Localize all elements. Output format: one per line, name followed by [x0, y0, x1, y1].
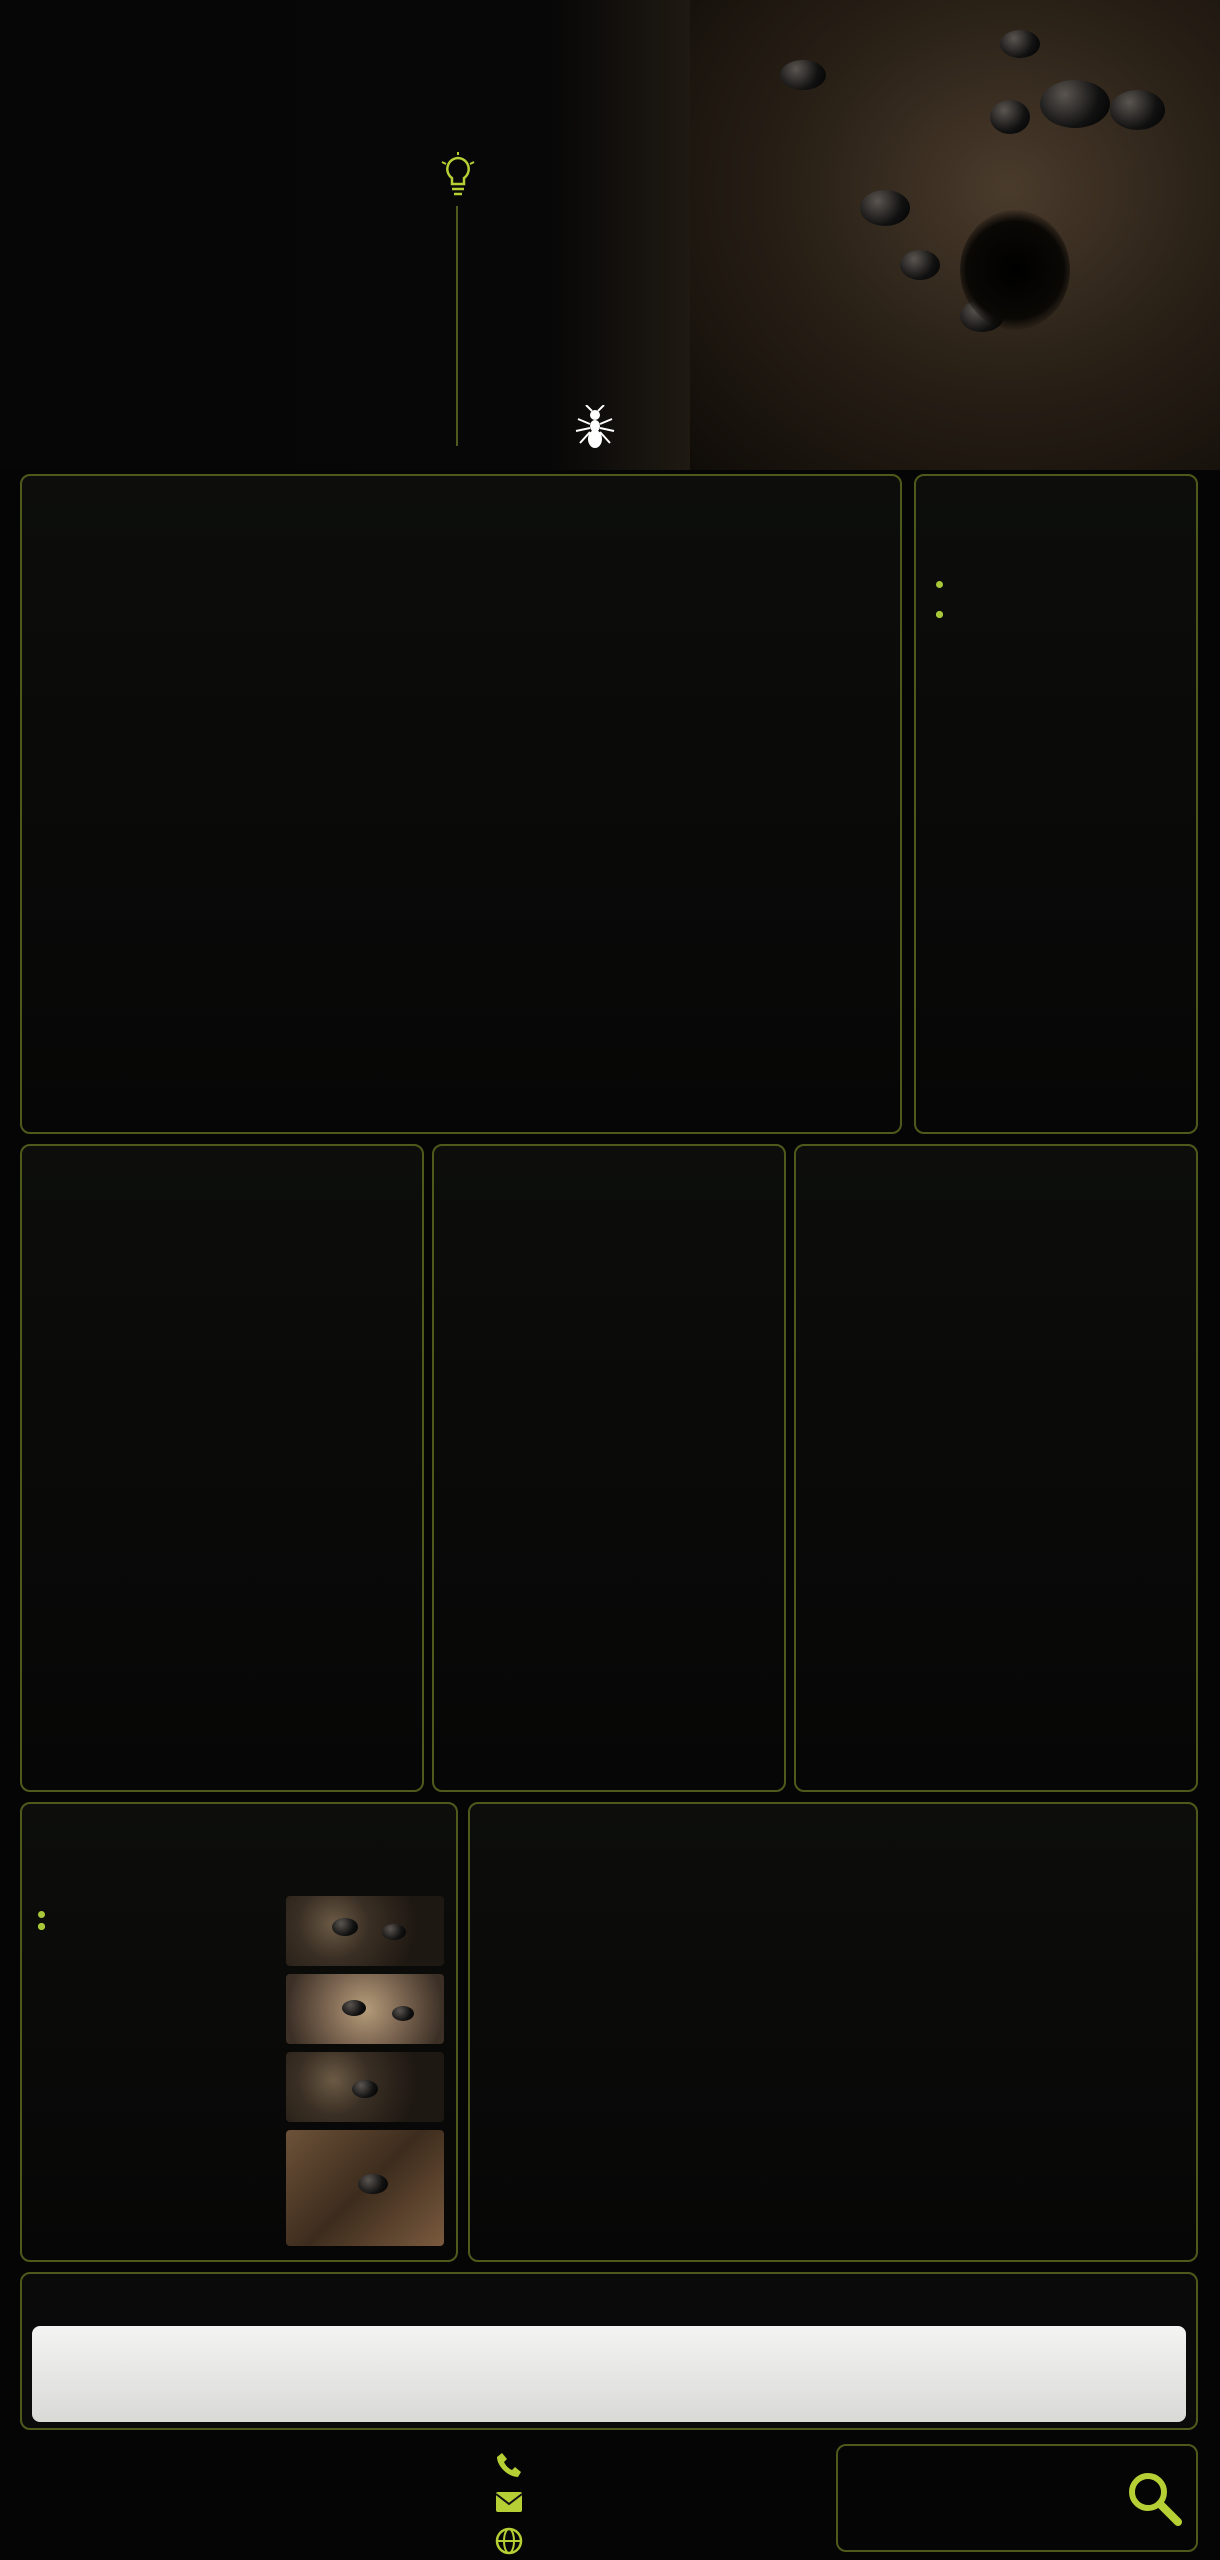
- engagement-band: [20, 2272, 1198, 2430]
- propagation-list: [38, 1902, 278, 1914]
- footer: [0, 2440, 1220, 2560]
- hero-ant-photo: [690, 0, 1220, 470]
- email-icon: [494, 2490, 524, 2519]
- lightbulb-icon: [440, 152, 476, 205]
- method-panel: [468, 1802, 1198, 2262]
- propagation-panel: [20, 1802, 458, 2262]
- ant-icon: [572, 405, 618, 454]
- species-panel: [20, 474, 902, 1134]
- propagation-photo-1: [286, 1896, 444, 1966]
- risks-panel: [794, 1144, 1198, 1792]
- globe-icon: [494, 2526, 524, 2560]
- zones-panel: [20, 1144, 424, 1792]
- magnifier-icon: [1124, 2468, 1184, 2533]
- facts-list: [936, 572, 1184, 602]
- signs-panel: [432, 1144, 786, 1792]
- diagnostic-button[interactable]: [836, 2444, 1198, 2552]
- facts-panel: [914, 474, 1198, 1134]
- hero-section: [0, 0, 1220, 470]
- phone-icon: [494, 2450, 524, 2485]
